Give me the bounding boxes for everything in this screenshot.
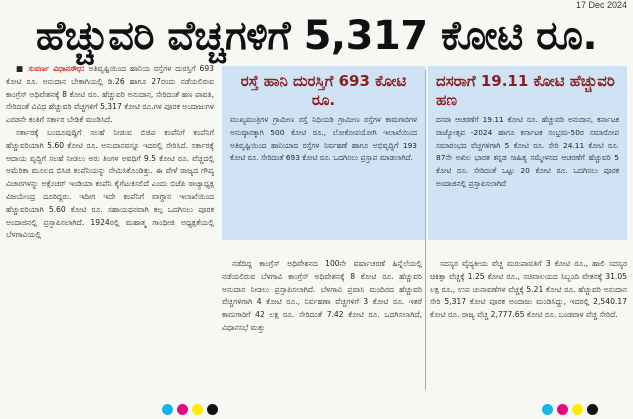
box-roads-heading: ರಸ್ತೆ ಹಾನಿ ದುರಸ್ತಿಗೆ 693 ಕೋಟಿ ರೂ. [240, 72, 407, 109]
box-dasara-body: ದಸರಾ ಆಚರಣೆಗೆ 19.11 ಕೋಟಿ ರೂ. ಹೆಚ್ಚುವರಿ ಅನುದಾನ, ಕರ್ನಾಟಕ ರಾಜ್ಯೋತ್ಸವ -2024 ಹಾಗೂ ಕರ್ನಾಟಕ ಸಂಭ್ರಮ-50ರ ಸಮಾರೋಪ ಸಮಾರಂಭದ ವೆಚ್ಚಗಳಿಗಾಗಿ 5 ಕೋಟಿ ರೂ. ಸೇರಿ 24.11 ಕೋಟಿ ರೂ. 87ನೇ ಅಖಿಲ ಭಾರತ ಕನ್ನಡ ಸಾಹಿತ್ಯ ಸಮ್ಮೇಳನದ ಆಚರಣೆಗೆ ಹೆಚ್ಚುವರಿ 5 ಕೋಟಿ ರೂ. ಸೇರಿದಂತೆ ಒಟ್ಟು 20 ಕೋಟಿ ರೂ. ಒದಗಿಸಲು ಪೂರಕ ಅಂದಾಜಿನಲ್ಲಿ ಪ್ರಸ್ತಾಪಿಸಲಾಗಿದೆ [436, 115, 619, 188]
right-column [430, 258, 627, 398]
magenta-registration-dot [177, 404, 188, 415]
box-roads-body: ಮುಖ್ಯಮಂತ್ರಿಗಳ ಗ್ರಾಮೀಣ ರಸ್ತೆ ನಿಧಿಯಡಿ ಗ್ರಾಮೀಣ ರಸ್ತೆಗಳ ಕಾಮಗಾರಿಗಳ ಅನುಷ್ಠಾನಕ್ಕಾಗಿ 500 ಕೋಟಿ ರೂ., ಲೋಕೋಪಯೋಗಿ ಇಲಾಖೆಯಿಂದ ಅತಿವೃಷ್ಟಿಯಿಂದ ಹಾನಿಯಾದ ರಸ್ತೆಗಳ ನಿರ್ವಹಣೆ ಹಾಗೂ ಅಭಿವೃದ್ಧಿಗೆ 193 ಕೋಟಿ ರೂ. ಸೇರಿದಂತೆ 693 ಕೋಟಿ ರೂ. ಒದಗಿಸಲು ಪ್ರಸ್ತಾಪ ಮಾಡಲಾಗಿದೆ. [230, 115, 417, 163]
middle-column [222, 258, 422, 398]
yellow-registration-dot [572, 404, 583, 415]
box-dasara-heading: ದಸರಾಗೆ 19.11 ಕೋಟಿ ಹೆಚ್ಚುವರಿ ಹಣ [436, 72, 615, 109]
magenta-registration-dot [557, 404, 568, 415]
black-registration-dot [207, 404, 218, 415]
sidebar-box-dasara [428, 66, 627, 240]
yellow-registration-dot [192, 404, 203, 415]
byline: ಸುವರ್ಣ ವಿಧಾನಸೌಧ: [28, 64, 85, 73]
cyan-registration-dot [162, 404, 173, 415]
middle-paragraph: ನಡೆದಿದ್ದ ಕಾಂಗ್ರೆಸ್ ಅಧಿವೇಶನದ 100ನೇ ವರ್ಷಾಚರಣೆ ಹಿನ್ನೆಲೆಯಲ್ಲಿ ನಡೆಯಲಿರುವ ಬೆಳಗಾವಿ ಕಾಂಗ್ರೆಸ್ ಅಧಿವೇಶನಕ್ಕೆ 8 ಕೋಟಿ ರೂ. ಹೆಚ್ಚುವರಿ ಅನುದಾನ ನೀಡಲು ಪ್ರಸ್ತಾಪಿಸಲಾಗಿದೆ. ಬೆಳಗಾವಿ ಪ್ರವಾಸಿ ಮಂದಿರದ ಹೆಚ್ಚುವರಿ ವೆಚ್ಚಗಳಿಗಾಗಿ 4 ಕೋಟಿ ರೂ., ನಿರ್ವಹಣಾ ವೆಚ್ಚಗಳಿಗೆ 3 ಕೋಟಿ ರೂ. ಇತರೆ ಕಾಮಗಾರಿಗೆ 42 ಲಕ್ಷ ರೂ. ಸೇರಿದಂತೆ 7.42 ಕೋಟಿ ರೂ. ಒದಗಿಸಲಾಗಿದೆ, ವಿಧಾನಸಭೆ ಮತ್ತು [222, 259, 422, 332]
print-date: 17 Dec 2024 [575, 0, 627, 10]
cyan-registration-dot [542, 404, 553, 415]
left-column [6, 63, 214, 393]
right-paragraph: ಸದಸ್ಯರ ವೈದ್ಯಕೀಯ ವೆಚ್ಚ ಮರುಪಾವತಿಗೆ 3 ಕೋಟಿ ರೂ., ಹಾಲಿ ಸದಸ್ಯರ ಚಿಕಿತ್ಸಾ ವೆಚ್ಚಕ್ಕೆ 1.25 ಕೋಟಿ ರೂ., ಸಚಿವಾಲಯದ ಸಿಬ್ಬಂದಿ ವೇತನಕ್ಕೆ 31.05 ಲಕ್ಷ ರೂ., ಉಪ ಚುನಾವಣೆಗಳ ವೆಚ್ಚಕ್ಕೆ 5.21 ಕೋಟಿ ರೂ. ಹೆಚ್ಚುವರಿ ಅನುದಾನ ಸೇರಿ 5,317 ಕೋಟಿ ಪೂರಕ ಅಂದಾಜು ಮಂಡಿಸಿದ್ದು, ಇದರಲ್ಲಿ 2,540.17 ಕೋಟಿ ರೂ. ರಾಜ್ಯ ವೆಚ್ಚ 2,777.65 ಕೋಟಿ ರೂ. ಬಂಡವಾಳ ವೆಚ್ಚ ಸೇರಿದೆ. [430, 259, 627, 320]
headline: ಹೆಚ್ಚುವರಿ ವೆಚ್ಚಗಳಿಗೆ 5,317 ಕೋಟಿ ರೂ. [35, 13, 598, 59]
black-registration-dot [587, 404, 598, 415]
left-paragraph-2: ಸರ್ಕಾರಕ್ಕೆ ಬಂದೂವುದ್ದಿಗೆ ಸಲಹೆ ನೀಡುವ ಬಿಜಿಪ ಕಂಪೆನಿಗೆ ಕಂಪೆನಿಗೆ ಹೆಚ್ಚುವರಿಯಾಗಿ 5.60 ಕೋಟಿ ರೂ. ಅನುದಾನವನ್ನೂ ಇದರಲ್ಲಿ ಸೇರಿಸಿದೆ. ಸರ್ಕಾರಕ್ಕೆ ಆದಾಯ ವೃದ್ಧಿಗೆ ಸಲಹೆ ನೀಡಲು ಅರು ತಿಂಗಳ ಅವಧಿಗೆ 9.5 ಕೋಟಿ ರೂ. ವೆಚ್ಚದಲ್ಲಿ ಅಮೆರಿಕಾ ಮೂಲದ ಬಿಸಿಜಿ ಕಂಪೆನಿಯನ್ನು ನೇಮಿಸಿಕೊಂಡಿತ್ತು. ಈ ವೇಳೆ ರಾಜ್ಯದ ಗೌಪ್ಯ ವಿಚಾರಗಳನ್ನು ಅಕ್ಸೆಂಚರ್ ಇಂಡಿಯಾ ಕಂಪೆನಿ ಕೈಗೆಟುಕಿಸಲಿದೆ ಎಂದು ಬಿಜೆಪಿ ರಾಜ್ಯಾಧ್ಯಕ್ಷ ವಿಜಯೇಂದ್ರ ದೂರಿದ್ದರು. ಇದೀಗ ಇದೇ ಕಂಪೆನಿಗೆ ವಾಗ್ದಾನ ಇಲಾಖೆಯಿಂದ ಹೆಚ್ಚುವರಿಯಾಗಿ 5.60 ಕೋಟಿ ರೂ. ಸಹಾಯಧನವಾಗಿ ಕಲ್ಪ ಒದಗಿಸಲು ಪೂರಕ ಅಂದಾಜಿನಲ್ಲಿ ಪ್ರಸ್ತಾಪಿಸಲಾಗಿದೆ. 1924ರಲ್ಲಿ ಮಹಾತ್ಮ ಗಾಂಧೀಜಿ ಅಧ್ಯಕ್ಷತೆಯಲ್ಲಿ ಬೆಳಗಾವಿಯಲ್ಲಿ [6, 127, 214, 240]
left-paragraph-1-text: ಅತಿವೃಷ್ಟಿಯಿಂದ ಹಾನಿಯ ರಸ್ತೆಗಳ ದುರಸ್ತಿಗೆ 693 ಕೋಟಿ ರೂ. ಅನುದಾನ ಬೇಕಾಗಿಯಲ್ಲಿ ಡಿ.26 ಹಾಗೂ 27ರಂದು ನಡೆಯಲಿರುವ ಕಾಂಗ್ರೆಸ್ ಅಧಿವೇಶನಕ್ಕೆ 8 ಕೋಟಿ ರೂ. ಹೆಚ್ಚುವರಿ ಅನುದಾನ, ಸೇರಿದಂತೆ ಹಣ ಪಾವತಿ, ಸೇರಿದಂತೆ ವಿವಿಧ ಹೆಚ್ಚುವರಿ ವೆಚ್ಚಗಳಿಗೆ 5,317 ಕೋಟಿ ರೂ.ಗಳ ಪೂರಕ ಅಂದಾಜುಗಳ ಎರಡನೇ ಕಂತಿಗೆ ಸರ್ಕಾರ ಬೇಡಿಕೆ ಮಂಡಿಸಿದೆ. [6, 64, 214, 125]
registration-marks-left [162, 404, 218, 415]
left-paragraph-1: ■ ಸುವರ್ಣ ವಿಧಾನಸೌಧ: ಅತಿವೃಷ್ಟಿಯಿಂದ ಹಾನಿಯ ರಸ್ತೆಗಳ ದುರಸ್ತಿಗೆ 693 ಕೋಟಿ ರೂ. ಅನುದಾನ ಬೇಕಾಗಿಯಲ್ಲಿ ಡಿ.26 ಹಾಗೂ 27ರಂದು ನಡೆಯಲಿರುವ ಕಾಂಗ್ರೆಸ್ ಅಧಿವೇಶನಕ್ಕೆ 8 ಕೋಟಿ ರೂ. ಹೆಚ್ಚುವರಿ ಅನುದಾನ, ಸೇರಿದಂತೆ ಹಣ ಪಾವತಿ, ಸೇರಿದಂತೆ ವಿವಿಧ ಹೆಚ್ಚುವರಿ ವೆಚ್ಚಗಳಿಗೆ 5,317 ಕೋಟಿ ರೂ.ಗಳ ಪೂರಕ ಅಂದಾಜುಗಳ ಎರಡನೇ ಕಂತಿಗೆ ಸರ್ಕಾರ ಬೇಡಿಕೆ ಮಂಡಿಸಿದೆ. [6, 64, 214, 125]
registration-marks-right [542, 404, 598, 415]
sidebar-box-roads [222, 66, 425, 240]
column-divider [425, 70, 426, 390]
